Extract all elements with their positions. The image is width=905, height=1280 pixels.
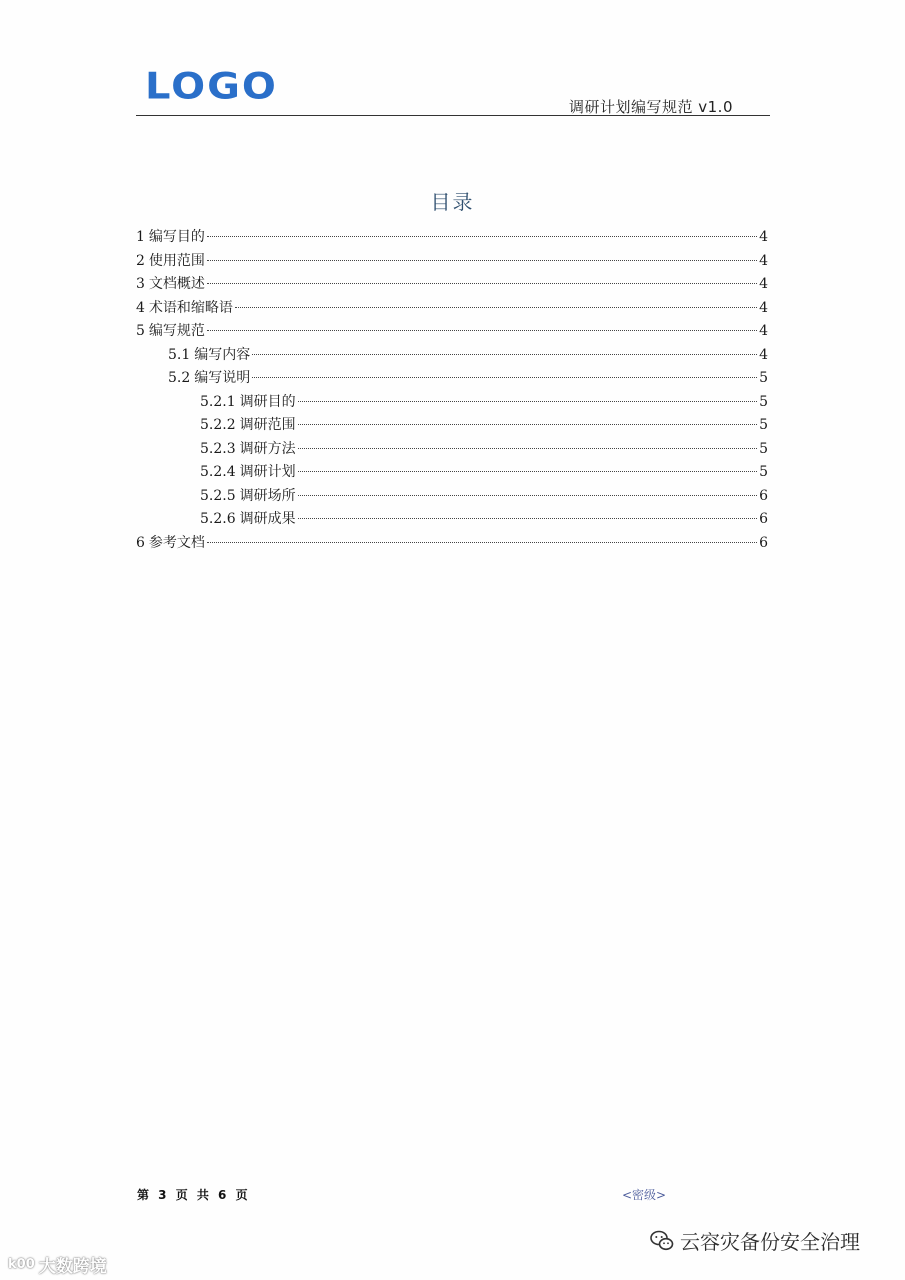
toc-dot-leader (252, 377, 757, 378)
watermark-account-name: 云容灾备份安全治理 (680, 1230, 860, 1254)
toc-entry-page: 4 (759, 252, 768, 269)
toc-entry-title: 调研场所 (239, 487, 296, 504)
toc-entry-page: 5 (759, 417, 768, 433)
toc-dot-leader (207, 542, 757, 543)
toc-entry-number: 5.2.3 (200, 440, 236, 457)
toc-entry-page: 4 (759, 299, 768, 316)
watermark-source-name: 大数跨境 (38, 1257, 107, 1277)
toc-entry-title: 编写目的 (148, 229, 205, 245)
toc-entry[interactable] (136, 226, 768, 250)
toc-dot-leader (298, 495, 757, 496)
footer-classification: <密级> (622, 1188, 667, 1202)
toc-entry[interactable] (136, 297, 768, 321)
toc-entry-page: 6 (759, 511, 768, 527)
toc-entry-number: 1 (136, 229, 145, 245)
toc-entry-number: 5.2.6 (200, 511, 236, 527)
toc-entry[interactable] (136, 367, 768, 391)
watermark-source (8, 1252, 107, 1277)
toc-entry-number: 5.2 (168, 370, 191, 386)
toc-entry-number: 5.2.2 (200, 417, 236, 433)
toc-dot-leader (298, 401, 757, 402)
toc-entry-page: 4 (759, 229, 768, 245)
toc-entry-title: 术语和缩略语 (148, 299, 233, 316)
toc-entry[interactable] (136, 461, 768, 485)
toc-entry-title: 参考文档 (148, 534, 205, 551)
toc-entry-number: 2 (136, 252, 145, 269)
header-document-title: 调研计划编写规范 v1.0 (568, 98, 733, 116)
toc-entry[interactable] (136, 485, 768, 509)
toc-dot-leader (207, 260, 757, 261)
toc-entry-page: 6 (759, 487, 768, 504)
toc-dot-leader (298, 448, 757, 449)
toc-entry-title: 调研方法 (239, 440, 296, 457)
toc-entry-page: 5 (759, 440, 768, 457)
toc-entry-title: 使用范围 (148, 252, 205, 269)
watermark-source-prefix: k00 (8, 1257, 35, 1272)
toc-entry-number: 5 (136, 323, 145, 339)
toc-entry-title: 编写说明 (194, 370, 251, 386)
wechat-icon (650, 1230, 674, 1252)
toc-entry-page: 4 (759, 276, 768, 292)
toc-entry-title: 编写内容 (194, 346, 251, 363)
toc-entry[interactable] (136, 273, 768, 297)
toc-dot-leader (207, 330, 757, 331)
toc-heading: 目录 (430, 190, 475, 214)
toc-entry-title: 编写规范 (148, 323, 205, 339)
toc-entry-page: 6 (759, 534, 768, 551)
toc-entry-page: 4 (759, 323, 768, 339)
toc-entry-number: 5.2.4 (200, 464, 236, 480)
toc-dot-leader (252, 354, 757, 355)
toc-entry-number: 6 (136, 534, 145, 551)
toc-entry-number: 3 (136, 276, 145, 292)
toc-entry[interactable] (136, 391, 768, 415)
toc-entry-page: 4 (759, 346, 768, 363)
toc-entry-number: 5.2.1 (200, 393, 236, 410)
table-of-contents (136, 226, 768, 555)
watermark-account (650, 1226, 860, 1255)
toc-entry[interactable] (136, 344, 768, 368)
toc-entry-title: 调研目的 (239, 393, 296, 410)
toc-dot-leader (207, 236, 757, 237)
toc-entry[interactable] (136, 532, 768, 556)
toc-dot-leader (207, 283, 757, 284)
toc-entry-title: 调研计划 (239, 464, 296, 480)
toc-entry[interactable] (136, 438, 768, 462)
toc-dot-leader (298, 424, 757, 425)
toc-entry[interactable] (136, 320, 768, 344)
toc-entry[interactable] (136, 414, 768, 438)
toc-entry-number: 5.2.5 (200, 487, 236, 504)
toc-entry-page: 5 (759, 464, 768, 480)
footer-page-number: 第 3 页 共 6 页 (137, 1188, 249, 1202)
toc-entry-page: 5 (759, 370, 768, 386)
toc-entry-title: 调研范围 (239, 417, 296, 433)
toc-entry[interactable] (136, 508, 768, 532)
toc-dot-leader (298, 471, 757, 472)
toc-entry-title: 调研成果 (239, 511, 296, 527)
toc-entry[interactable] (136, 250, 768, 274)
header-divider (136, 115, 770, 116)
toc-entry-number: 4 (136, 299, 145, 316)
toc-entry-number: 5.1 (168, 346, 191, 363)
toc-entry-page: 5 (759, 393, 768, 410)
logo: LOGO (145, 65, 278, 108)
toc-entry-title: 文档概述 (148, 276, 205, 292)
toc-dot-leader (298, 518, 757, 519)
toc-dot-leader (235, 307, 757, 308)
